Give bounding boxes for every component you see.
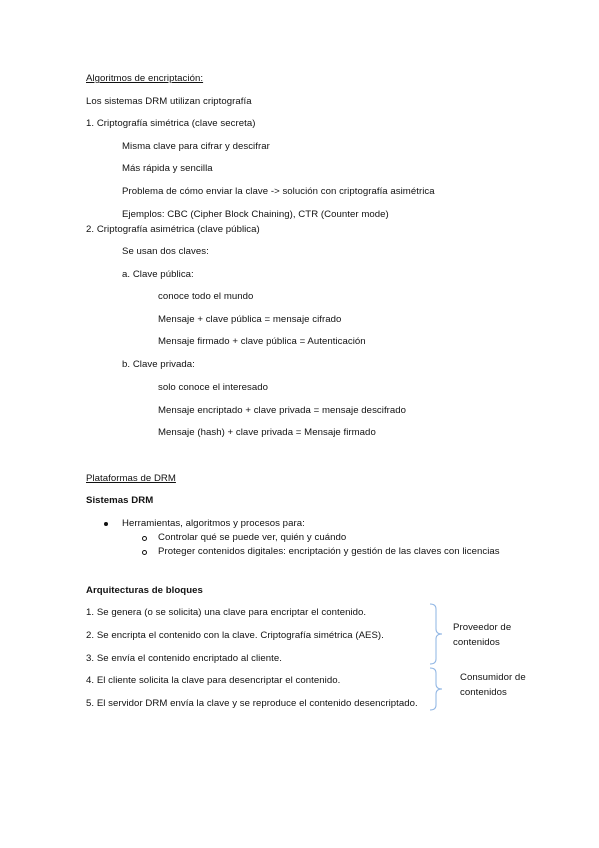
consumer-label: contenidos xyxy=(460,687,507,698)
public-key-line: conoce todo el mundo xyxy=(158,291,254,302)
bullet-icon xyxy=(104,522,108,526)
intro-text: Los sistemas DRM utilizan criptografía xyxy=(86,96,252,107)
step-line: 4. El cliente solicita la clave para desencriptar el contenido. xyxy=(86,675,341,686)
consumer-label: Consumidor de xyxy=(460,672,526,683)
private-key-line: Mensaje (hash) + clave privada = Mensaje firmado xyxy=(158,427,376,438)
symmetric-line: Problema de cómo enviar la clave -> solución con criptografía asimétrica xyxy=(122,186,435,197)
step-line: 5. El servidor DRM envía la clave y se reproduce el contenido desencriptado. xyxy=(86,698,418,709)
sub-bullet-icon xyxy=(142,536,147,541)
symmetric-line: Más rápida y sencilla xyxy=(122,163,213,174)
symmetric-line: Ejemplos: CBC (Cipher Block Chaining), CTR (Counter mode) xyxy=(122,209,389,220)
sub-bullet-text: Proteger contenidos digitales: encriptación y gestión de las claves con licencias xyxy=(158,546,500,557)
step-line: 1. Se genera (o se solicita) una clave para encriptar el contenido. xyxy=(86,607,367,618)
sub-bullet-text: Controlar qué se puede ver, quién y cuándo xyxy=(158,532,347,543)
private-key-label: b. Clave privada: xyxy=(122,359,195,370)
provider-label: contenidos xyxy=(453,637,500,648)
asymmetric-uses: Se usan dos claves: xyxy=(122,246,209,257)
provider-brace-icon xyxy=(428,603,448,665)
item-symmetric-title: 1. Criptografía simétrica (clave secreta) xyxy=(86,118,256,129)
step-line: 3. Se envía el contenido encriptado al cliente. xyxy=(86,653,282,664)
private-key-line: solo conoce el interesado xyxy=(158,382,269,393)
subheading-drm-systems: Sistemas DRM xyxy=(86,495,154,506)
section-heading-platforms: Plataformas de DRM xyxy=(86,473,176,484)
private-key-line: Mensaje encriptado + clave privada = mensaje descifrado xyxy=(158,405,407,416)
step-line: 2. Se encripta el contenido con la clave. Criptografía simétrica (AES). xyxy=(86,630,384,641)
public-key-line: Mensaje firmado + clave pública = Autenticación xyxy=(158,336,366,347)
public-key-label: a. Clave pública: xyxy=(122,269,194,280)
sub-bullet-icon xyxy=(142,550,147,555)
symmetric-line: Misma clave para cifrar y descifrar xyxy=(122,141,270,152)
item-asymmetric-title: 2. Criptografía asimétrica (clave pública) xyxy=(86,224,260,235)
subheading-block-architecture: Arquitecturas de bloques xyxy=(86,585,203,596)
public-key-line: Mensaje + clave pública = mensaje cifrado xyxy=(158,314,342,325)
consumer-brace-icon xyxy=(428,667,448,711)
section-heading-encryption: Algoritmos de encriptación: xyxy=(86,73,204,84)
provider-label: Proveedor de xyxy=(453,622,512,633)
bullet-text: Herramientas, algoritmos y procesos para: xyxy=(122,518,305,529)
